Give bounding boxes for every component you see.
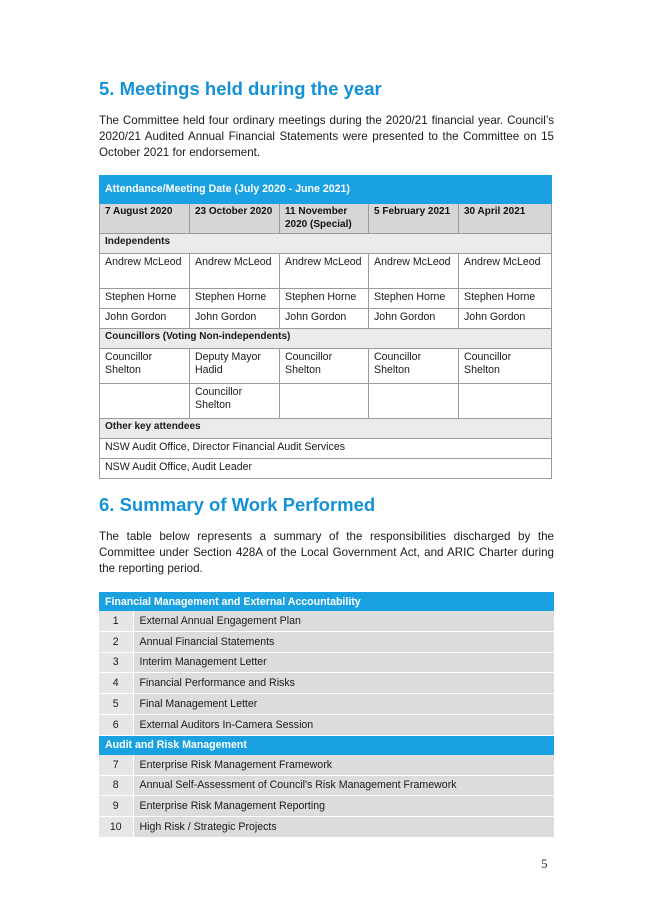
meeting-date: 7 August 2020 <box>100 204 190 234</box>
attendee-cell: NSW Audit Office, Director Financial Audit Services <box>100 439 552 459</box>
table-row <box>100 439 552 459</box>
attendee-cell <box>369 384 459 419</box>
item-text: Annual Financial Statements <box>133 631 554 652</box>
item-number: 7 <box>99 755 133 775</box>
attendee-cell: John Gordon <box>190 309 280 329</box>
attendee-cell <box>280 384 369 419</box>
item-number: 1 <box>99 611 133 631</box>
attendee-cell: Councillor Shelton <box>190 384 280 419</box>
attendance-title: Attendance/Meeting Date (July 2020 - June 2021) <box>100 176 552 204</box>
table-row <box>99 755 554 775</box>
attendee-cell: Andrew McLeod <box>100 254 190 289</box>
attendee-cell <box>100 384 190 419</box>
group-title: Audit and Risk Management <box>99 735 554 755</box>
item-text: Enterprise Risk Management Reporting <box>133 796 554 817</box>
item-text: Financial Performance and Risks <box>133 673 554 694</box>
item-text: External Annual Engagement Plan <box>133 611 554 631</box>
table-row <box>99 673 554 694</box>
attendee-cell: Andrew McLeod <box>190 254 280 289</box>
table-row <box>99 611 554 631</box>
attendee-cell: Stephen Horne <box>459 289 552 309</box>
meeting-date: 23 October 2020 <box>190 204 280 234</box>
item-text: Enterprise Risk Management Framework <box>133 755 554 775</box>
attendee-cell: Councillor Shelton <box>280 349 369 384</box>
item-number: 9 <box>99 796 133 817</box>
attendee-cell: John Gordon <box>459 309 552 329</box>
item-number: 5 <box>99 694 133 715</box>
item-number: 8 <box>99 775 133 796</box>
table-row <box>99 694 554 715</box>
other-attendees-label: Other key attendees <box>100 419 552 439</box>
table-row <box>100 289 552 309</box>
item-text: High Risk / Strategic Projects <box>133 817 554 838</box>
meeting-date: 11 November 2020 (Special) <box>280 204 369 234</box>
attendee-cell: John Gordon <box>280 309 369 329</box>
attendee-cell: Councillor Shelton <box>459 349 552 384</box>
table-row <box>100 459 552 479</box>
section-6-paragraph: The table below represents a summary of the responsibilities discharged by the Committee under Section 428A of the Local Government Act, and ARIC Charter during the reporting period. <box>99 530 554 575</box>
attendee-cell: John Gordon <box>100 309 190 329</box>
table-row <box>99 714 554 735</box>
item-text: Annual Self-Assessment of Council's Risk Management Framework <box>133 775 554 796</box>
table-row <box>100 309 552 329</box>
table-row <box>100 349 552 384</box>
item-text: Final Management Letter <box>133 694 554 715</box>
councillors-label: Councillors (Voting Non-independents) <box>100 329 552 349</box>
attendee-cell: Andrew McLeod <box>459 254 552 289</box>
item-number: 6 <box>99 714 133 735</box>
attendee-cell: Councillor Shelton <box>100 349 190 384</box>
table-row <box>100 254 552 289</box>
attendee-cell: Andrew McLeod <box>369 254 459 289</box>
table-row <box>99 775 554 796</box>
table-row <box>99 817 554 838</box>
section-6-heading: 6. Summary of Work Performed <box>99 494 376 515</box>
attendance-table <box>99 175 552 479</box>
attendee-cell: NSW Audit Office, Audit Leader <box>100 459 552 479</box>
item-number: 2 <box>99 631 133 652</box>
attendee-cell: Deputy Mayor Hadid <box>190 349 280 384</box>
attendee-cell: Stephen Horne <box>280 289 369 309</box>
attendee-cell: Stephen Horne <box>190 289 280 309</box>
item-text: Interim Management Letter <box>133 652 554 673</box>
attendee-cell: Stephen Horne <box>100 289 190 309</box>
item-text: External Auditors In-Camera Session <box>133 714 554 735</box>
attendee-cell: Councillor Shelton <box>369 349 459 384</box>
attendee-cell: John Gordon <box>369 309 459 329</box>
attendee-cell: Andrew McLeod <box>280 254 369 289</box>
meeting-date: 5 February 2021 <box>369 204 459 234</box>
item-number: 4 <box>99 673 133 694</box>
page-number: 5 <box>541 856 548 871</box>
attendee-cell: Stephen Horne <box>369 289 459 309</box>
work-summary-table <box>99 592 554 838</box>
table-row <box>100 384 552 419</box>
table-row <box>99 652 554 673</box>
independents-label: Independents <box>100 234 552 254</box>
meeting-date: 30 April 2021 <box>459 204 552 234</box>
table-row <box>99 631 554 652</box>
section-5-heading: 5. Meetings held during the year <box>99 78 382 99</box>
group-title: Financial Management and External Accountability <box>99 592 554 611</box>
attendee-cell <box>459 384 552 419</box>
section-5-paragraph: The Committee held four ordinary meetings during the 2020/21 financial year. Council’s 2020/21 Audited Annual Financial Statements were presented to the Committee on 15 October 2021 for endorsement. <box>99 114 554 159</box>
item-number: 10 <box>99 817 133 838</box>
table-row <box>99 796 554 817</box>
item-number: 3 <box>99 652 133 673</box>
